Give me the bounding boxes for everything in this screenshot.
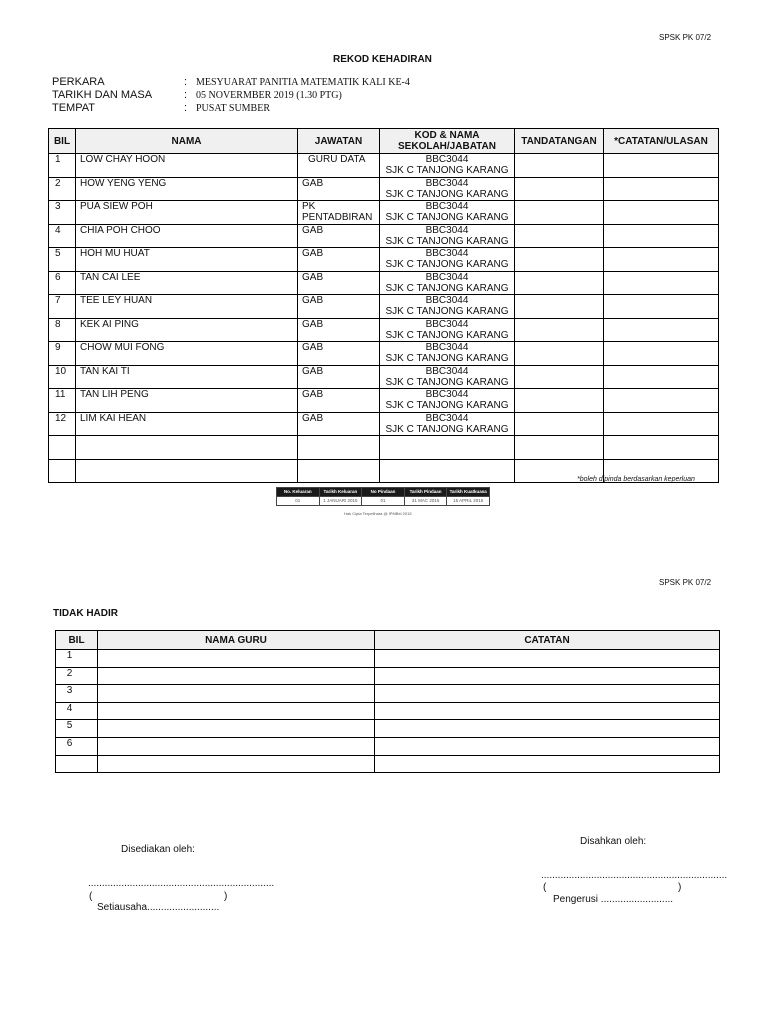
- attendance-table: [48, 128, 719, 483]
- row-nama: CHOW MUI FONG: [76, 342, 298, 366]
- document-title: REKOD KEHADIRAN: [333, 54, 432, 65]
- row-signature-cell[interactable]: [515, 271, 604, 295]
- empty-cell[interactable]: [76, 459, 298, 483]
- attendance-header-row: [49, 129, 719, 154]
- row-notes-cell[interactable]: [604, 154, 719, 178]
- row-jawatan: GAB: [298, 224, 380, 248]
- row-notes-cell[interactable]: [604, 271, 719, 295]
- absent-header-nama: NAMA GURU: [98, 631, 375, 650]
- row-kod-code: BBC3044: [425, 201, 469, 212]
- row-notes-cell[interactable]: [604, 318, 719, 342]
- row-kod: [380, 318, 515, 342]
- meeting-info: [52, 76, 452, 115]
- absent-notes-cell[interactable]: [375, 737, 720, 755]
- row-bil: 8: [49, 318, 76, 342]
- approved-by-label: Disahkan oleh:: [580, 836, 647, 847]
- tidak-hadir-title: TIDAK HADIR: [53, 608, 118, 619]
- row-notes-cell[interactable]: [604, 365, 719, 389]
- row-kod-school: SJK C TANJONG KARANG: [385, 259, 509, 270]
- stamp-header: Tarikh Pindaan: [404, 488, 447, 497]
- row-kod: [380, 295, 515, 319]
- row-signature-cell[interactable]: [515, 389, 604, 413]
- row-signature-cell[interactable]: [515, 412, 604, 436]
- stamp-value-row: [277, 497, 490, 506]
- row-jawatan: GAB: [298, 177, 380, 201]
- row-kod: [380, 412, 515, 436]
- info-value: PUSAT SUMBER: [196, 103, 271, 114]
- stamp-header: No Pindaan: [362, 488, 405, 497]
- info-colon: :: [184, 89, 188, 101]
- absent-bil: 3: [56, 685, 98, 703]
- absent-row: [56, 737, 720, 755]
- stamp-value: 01: [277, 497, 320, 506]
- table-row: [49, 177, 719, 201]
- row-nama: TAN CAI LEE: [76, 271, 298, 295]
- header-kod-line-1: KOD & NAMA: [414, 130, 480, 141]
- prepared-paren-open: (: [89, 891, 93, 902]
- stamp-value: 01: [362, 497, 405, 506]
- header-tandatangan: TANDATANGAN: [515, 129, 604, 154]
- row-kod-code: BBC3044: [425, 365, 469, 377]
- info-colon: :: [184, 102, 188, 114]
- empty-cell[interactable]: [604, 436, 719, 460]
- absent-notes-cell[interactable]: [375, 702, 720, 720]
- row-kod-code: BBC3044: [425, 318, 469, 330]
- row-kod-code: BBC3044: [425, 271, 469, 283]
- row-jawatan: [298, 201, 380, 225]
- row-kod: [380, 389, 515, 413]
- table-row: [49, 365, 719, 389]
- absent-notes-cell[interactable]: [375, 720, 720, 738]
- absent-row: [56, 720, 720, 738]
- row-nama: LOW CHAY HOON: [76, 154, 298, 178]
- row-kod-school: SJK C TANJONG KARANG: [385, 376, 509, 388]
- amendment-note: *boleh dipinda berdasarkan keperluan: [577, 476, 695, 483]
- row-kod-code: BBC3044: [425, 412, 469, 424]
- row-kod: [380, 271, 515, 295]
- row-notes-cell[interactable]: [604, 248, 719, 272]
- absent-row: [56, 685, 720, 703]
- row-jawatan: GAB: [298, 295, 380, 319]
- row-kod-school: SJK C TANJONG KARANG: [385, 423, 509, 435]
- row-nama: TAN KAI TI: [76, 365, 298, 389]
- row-jawatan: GURU DATA: [298, 154, 380, 178]
- stamp-value: 31 MAC 2015: [404, 497, 447, 506]
- row-kod: [380, 177, 515, 201]
- absent-name-cell[interactable]: [98, 702, 375, 720]
- info-perkara: [52, 76, 452, 89]
- row-kod: [380, 365, 515, 389]
- info-label: PERKARA: [52, 76, 105, 88]
- table-row: [49, 412, 719, 436]
- row-signature-cell[interactable]: [515, 177, 604, 201]
- row-notes-cell[interactable]: [604, 412, 719, 436]
- table-row: [49, 389, 719, 413]
- row-kod-code: BBC3044: [425, 389, 469, 400]
- info-label: TEMPAT: [52, 102, 95, 114]
- absent-row: [56, 667, 720, 685]
- row-notes-cell[interactable]: [604, 295, 719, 319]
- row-jawatan: GAB: [298, 389, 380, 413]
- table-row: [49, 154, 719, 178]
- table-row: [49, 318, 719, 342]
- table-row: [49, 224, 719, 248]
- info-tempat: [52, 102, 452, 115]
- row-signature-cell[interactable]: [515, 154, 604, 178]
- stamp-header: No. Keluaran: [277, 488, 320, 497]
- empty-cell[interactable]: [298, 436, 380, 460]
- row-kod: [380, 201, 515, 225]
- stamp-value: 1 JANUARI 2015: [319, 497, 362, 506]
- document-code-2: SPSK PK 07/2: [659, 578, 712, 587]
- approved-paren-close: ): [678, 882, 682, 893]
- absent-name-cell[interactable]: [98, 755, 375, 773]
- absent-notes-cell[interactable]: [375, 685, 720, 703]
- row-bil: 1: [49, 154, 76, 178]
- row-signature-cell[interactable]: [515, 365, 604, 389]
- row-nama: HOH MU HUAT: [76, 248, 298, 272]
- row-kod-code: BBC3044: [425, 154, 469, 165]
- row-signature-cell[interactable]: [515, 201, 604, 225]
- row-bil: 9: [49, 342, 76, 366]
- header-kod: [380, 129, 515, 154]
- table-row: [49, 248, 719, 272]
- row-notes-cell[interactable]: [604, 342, 719, 366]
- row-kod-school: SJK C TANJONG KARANG: [385, 353, 509, 364]
- absent-name-cell[interactable]: [98, 737, 375, 755]
- absent-header-catatan: CATATAN: [375, 631, 720, 650]
- approved-signature-line[interactable]: ...................................................................: [541, 870, 728, 881]
- row-jawatan: GAB: [298, 412, 380, 436]
- absent-table: [55, 630, 720, 773]
- empty-cell[interactable]: [380, 459, 515, 483]
- approved-paren-open: (: [543, 882, 547, 893]
- absent-bil: 5: [56, 720, 98, 738]
- row-kod-school: SJK C TANJONG KARANG: [385, 235, 509, 247]
- absent-bil: [56, 755, 98, 773]
- empty-cell[interactable]: [515, 436, 604, 460]
- row-notes-cell[interactable]: [604, 201, 719, 225]
- absent-name-cell[interactable]: [98, 685, 375, 703]
- row-signature-cell[interactable]: [515, 342, 604, 366]
- info-label: TARIKH DAN MASA: [52, 89, 153, 101]
- empty-cell[interactable]: [380, 436, 515, 460]
- prepared-signature-line[interactable]: ...................................................................: [88, 878, 275, 889]
- row-jawatan-line-2: PENTADBIRAN: [302, 212, 373, 223]
- prepared-by-label: Disediakan oleh:: [121, 844, 195, 855]
- absent-row: [56, 702, 720, 720]
- revision-stamp: [276, 487, 490, 506]
- row-jawatan: GAB: [298, 342, 380, 366]
- row-bil: 11: [49, 389, 76, 413]
- absent-row: [56, 755, 720, 773]
- row-nama: TAN LIH PENG: [76, 389, 298, 413]
- prepared-role: Setiausaha..........................: [97, 902, 220, 913]
- stamp-value: 15 APRIL 2015: [447, 497, 490, 506]
- row-bil: 7: [49, 295, 76, 319]
- absent-header-row: [56, 631, 720, 650]
- row-jawatan: GAB: [298, 365, 380, 389]
- row-bil: 6: [49, 271, 76, 295]
- row-jawatan-line-1: PK: [302, 201, 316, 212]
- document-code: SPSK PK 07/2: [659, 33, 712, 42]
- row-jawatan: GAB: [298, 318, 380, 342]
- row-kod: [380, 248, 515, 272]
- row-bil: 5: [49, 248, 76, 272]
- table-row: [49, 295, 719, 319]
- header-nama: NAMA: [76, 129, 298, 154]
- empty-cell[interactable]: [298, 459, 380, 483]
- header-jawatan: JAWATAN: [298, 129, 380, 154]
- row-kod-school: SJK C TANJONG KARANG: [385, 188, 509, 200]
- row-kod-school: SJK C TANJONG KARANG: [385, 282, 509, 294]
- absent-header-bil: BIL: [56, 631, 98, 650]
- row-nama: KEK AI PING: [76, 318, 298, 342]
- row-kod: [380, 342, 515, 366]
- row-bil: 12: [49, 412, 76, 436]
- row-kod-school: SJK C TANJONG KARANG: [385, 306, 509, 317]
- row-kod-school: SJK C TANJONG KARANG: [385, 165, 509, 176]
- row-bil: 4: [49, 224, 76, 248]
- stamp-header-row: [277, 488, 490, 497]
- row-nama: TEE LEY HUAN: [76, 295, 298, 319]
- row-signature-cell[interactable]: [515, 224, 604, 248]
- absent-notes-cell[interactable]: [375, 650, 720, 668]
- stamp-copyright: Hak Cipta Terpelihara @ IPMBel 2015: [344, 511, 412, 516]
- prepared-paren-close: ): [224, 891, 228, 902]
- row-bil: 10: [49, 365, 76, 389]
- header-bil: BIL: [49, 129, 76, 154]
- row-kod: [380, 154, 515, 178]
- info-value: 05 NOVERMBER 2019 (1.30 PTG): [196, 90, 342, 101]
- row-notes-cell[interactable]: [604, 177, 719, 201]
- empty-cell[interactable]: [76, 436, 298, 460]
- stamp-header: Tarikh Kuatkuasa: [447, 488, 490, 497]
- absent-bil: 1: [56, 650, 98, 668]
- row-signature-cell[interactable]: [515, 318, 604, 342]
- header-kod-line-2: SEKOLAH/JABATAN: [398, 141, 496, 152]
- row-notes-cell[interactable]: [604, 389, 719, 413]
- row-kod-code: BBC3044: [425, 295, 469, 306]
- absent-bil: 2: [56, 667, 98, 685]
- empty-cell: [49, 436, 76, 460]
- row-bil: 3: [49, 201, 76, 225]
- absent-bil: 6: [56, 737, 98, 755]
- row-jawatan: GAB: [298, 271, 380, 295]
- row-kod-code: BBC3044: [425, 342, 469, 353]
- absent-bil: 4: [56, 702, 98, 720]
- row-bil: 2: [49, 177, 76, 201]
- row-signature-cell[interactable]: [515, 248, 604, 272]
- header-catatan: *CATATAN/ULASAN: [604, 129, 719, 154]
- row-nama: PUA SIEW POH: [76, 201, 298, 225]
- table-row-empty: [49, 436, 719, 460]
- absent-name-cell[interactable]: [98, 720, 375, 738]
- row-kod-code: BBC3044: [425, 224, 469, 236]
- absent-row: [56, 650, 720, 668]
- table-row: [49, 271, 719, 295]
- empty-cell: [49, 459, 76, 483]
- row-kod-school: SJK C TANJONG KARANG: [385, 400, 509, 411]
- info-tarikh: [52, 89, 452, 102]
- absent-notes-cell[interactable]: [375, 667, 720, 685]
- row-signature-cell[interactable]: [515, 295, 604, 319]
- info-colon: :: [184, 76, 188, 88]
- row-kod-school: SJK C TANJONG KARANG: [385, 329, 509, 341]
- row-notes-cell[interactable]: [604, 224, 719, 248]
- absent-name-cell[interactable]: [98, 667, 375, 685]
- absent-notes-cell[interactable]: [375, 755, 720, 773]
- table-row: [49, 342, 719, 366]
- row-nama: HOW YENG YENG: [76, 177, 298, 201]
- row-kod-school: SJK C TANJONG KARANG: [385, 212, 509, 223]
- row-nama: LIM KAI HEAN: [76, 412, 298, 436]
- row-kod-code: BBC3044: [425, 177, 469, 189]
- row-nama: CHIA POH CHOO: [76, 224, 298, 248]
- info-value: MESYUARAT PANITIA MATEMATIK KALI KE-4: [196, 77, 410, 88]
- table-row: [49, 201, 719, 225]
- row-kod: [380, 224, 515, 248]
- absent-name-cell[interactable]: [98, 650, 375, 668]
- approved-role: Pengerusi ..........................: [553, 894, 674, 905]
- row-kod-code: BBC3044: [425, 248, 469, 259]
- row-jawatan: GAB: [298, 248, 380, 272]
- stamp-header: Tarikh Keluaran: [319, 488, 362, 497]
